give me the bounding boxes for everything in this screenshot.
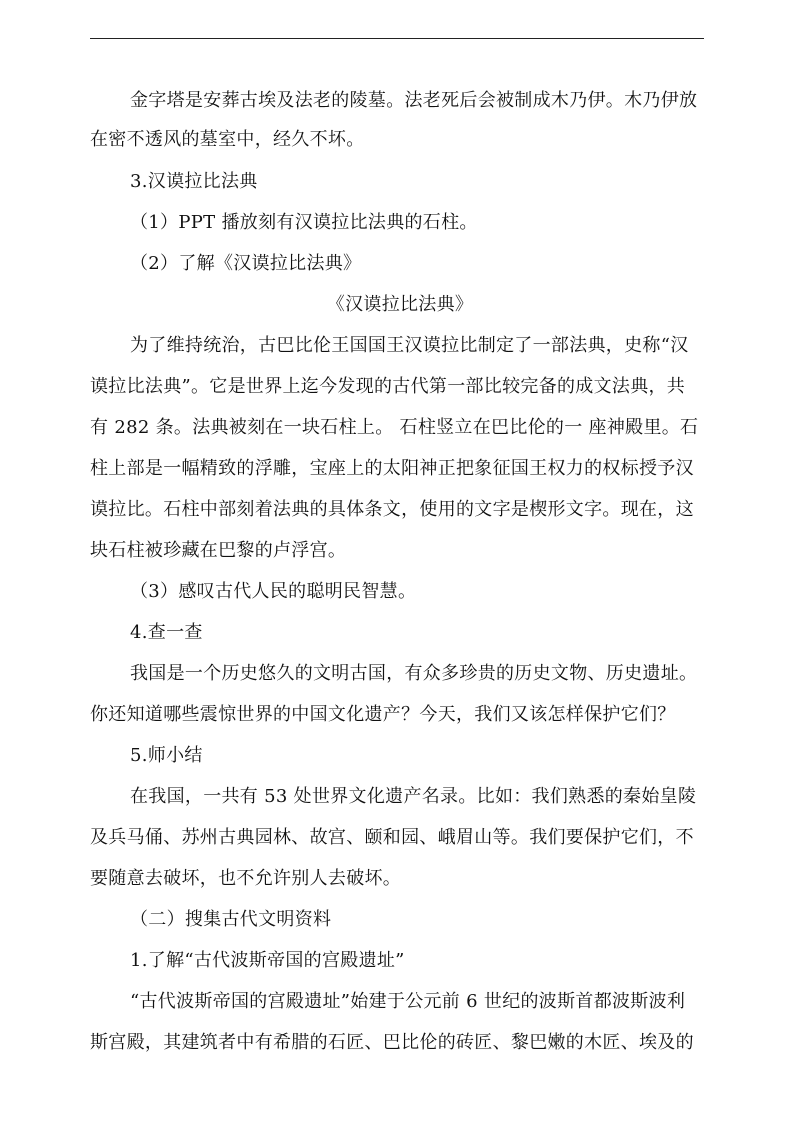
paragraph-line: 柱上部是一幅精致的浮雕，宝座上的太阳神正把象征国王权力的权标授予汉 <box>90 458 694 479</box>
paragraph-line: 在我国，一共有 53 处世界文化遗产名录。比如：我们熟悉的秦始皇陵 <box>130 786 697 807</box>
section-heading: 3.汉谟拉比法典 <box>130 171 258 192</box>
paragraph-line: 及兵马俑、苏州古典园林、故宫、颐和园、峨眉山等。我们要保护它们，不 <box>90 827 694 848</box>
section-heading: 4.查一查 <box>130 622 203 643</box>
paragraph-line: 谟拉比。石柱中部刻着法典的具体条文，使用的文字是楔形文字。现在，这 <box>90 499 694 520</box>
paragraph-line: 要随意去破坏，也不允许别人去破坏。 <box>90 868 402 889</box>
paragraph-line: 在密不透风的墓室中，经久不坏。 <box>90 129 365 150</box>
paragraph-line: 你还知道哪些震惊世界的中国文化遗产？今天，我们又该怎样保护它们？ <box>90 704 676 725</box>
step-item: （2）了解《汉谟拉比法典》 <box>130 253 362 274</box>
step-item: （3）感叹古代人民的聪明民智慧。 <box>130 581 417 602</box>
paragraph-line: 谟拉比法典”。它是世界上迄今发现的古代第一部比较完备的成文法典，共 <box>90 376 686 397</box>
centered-title: 《汉谟拉比法典》 <box>326 294 474 315</box>
paragraph-line: 有 282 条。法典被刻在一块石柱上。 石柱竖立在巴比伦的一 座神殿里。石 <box>90 417 699 438</box>
paragraph-line: 斯宫殿，其建筑者中有希腊的石匠、巴比伦的砖匠、黎巴嫩的木匠、埃及的 <box>90 1032 694 1053</box>
section-heading: （二）搜集古代文明资料 <box>130 909 332 930</box>
paragraph-line: 我国是一个历史悠久的文明古国，有众多珍贵的历史文物、历史遗址。 <box>130 663 698 684</box>
paragraph-line: 金字塔是安葬古埃及法老的陵墓。法老死后会被制成木乃伊。木乃伊放 <box>130 90 698 111</box>
section-heading: 5.师小结 <box>130 745 203 766</box>
paragraph-line: “古代波斯帝国的宫殿遗址”始建于公元前 6 世纪的波斯首都波斯波利 <box>130 991 686 1012</box>
header-rule <box>90 38 704 39</box>
section-heading: 1.了解“古代波斯帝国的宫殿遗址” <box>130 950 405 971</box>
paragraph-line: 为了维持统治，古巴比伦王国国王汉谟拉比制定了一部法典，史称“汉 <box>130 335 689 356</box>
step-item: （1）PPT 播放刻有汉谟拉比法典的石柱。 <box>130 212 478 233</box>
paragraph-line: 块石柱被珍藏在巴黎的卢浮宫。 <box>90 540 347 561</box>
